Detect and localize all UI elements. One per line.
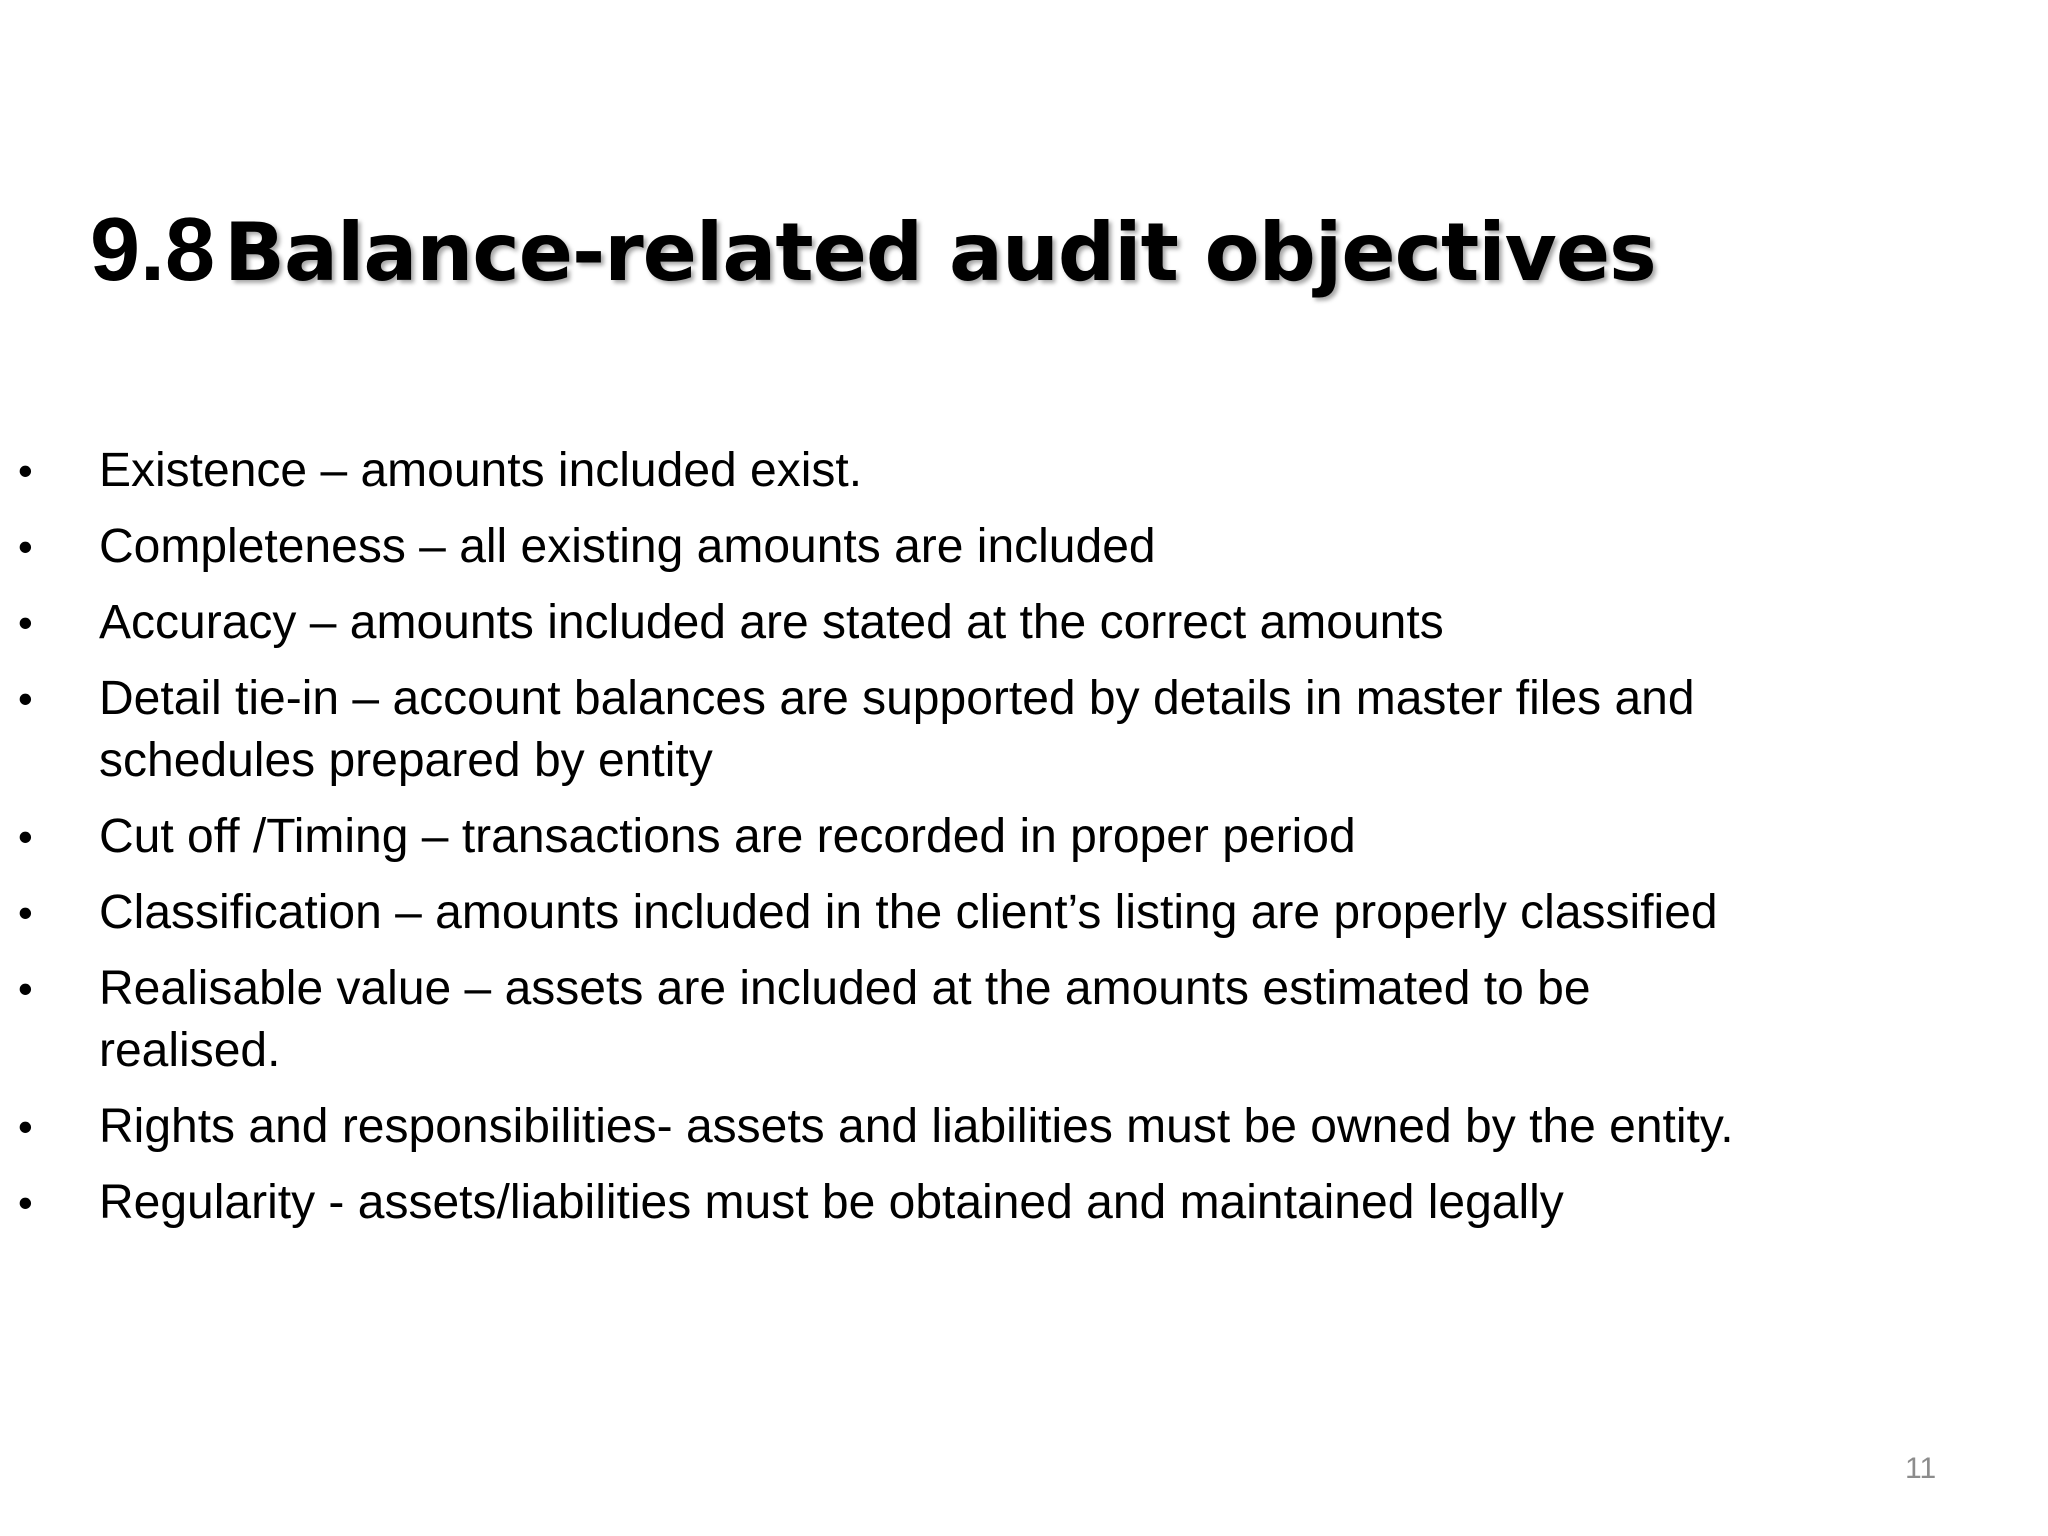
list-item [0,806,1780,868]
bullet-icon: • [18,599,33,646]
bullet-icon: • [18,523,33,570]
page-number: 11 [1905,1452,1937,1485]
list-item [0,882,1780,944]
bullet-icon: • [18,675,33,722]
bullet-icon: • [18,1103,33,1150]
section-number: 9.8 [90,200,216,300]
list-item [0,592,1780,654]
bullet-icon: • [18,813,33,860]
list-item-text: Existence – amounts included exist. [99,444,863,497]
list-item [0,516,1780,578]
list-item-text: Classification – amounts included in the client’s listing are properly classified [99,886,1718,939]
list-item [0,668,1780,792]
list-item-text: Realisable value – assets are included at the amounts estimated to be realised. [99,962,1591,1077]
bullet-icon: • [18,447,33,494]
bullet-icon: • [18,889,33,936]
title-text: Balance-related audit objectives [224,206,1656,299]
list-item [0,1172,1780,1234]
list-item [0,1096,1780,1158]
bullet-icon: • [18,1179,33,1226]
list-item-text: Cut off /Timing – transactions are recorded in proper period [99,810,1356,863]
list-item-text: Completeness – all existing amounts are included [99,520,1156,573]
list-item-text: Rights and responsibilities- assets and liabilities must be owned by the entity. [99,1100,1734,1153]
list-item [0,440,1780,502]
objectives-list [0,440,1780,1248]
list-item [0,958,1780,1082]
list-item-text: Regularity - assets/liabilities must be obtained and maintained legally [99,1176,1564,1229]
list-item-text: Accuracy – amounts included are stated at the correct amounts [99,596,1444,649]
bullet-icon: • [18,965,33,1012]
slide-title [90,200,1656,300]
list-item-text: Detail tie-in – account balances are supported by details in master files and schedules prepared by entity [99,672,1695,787]
